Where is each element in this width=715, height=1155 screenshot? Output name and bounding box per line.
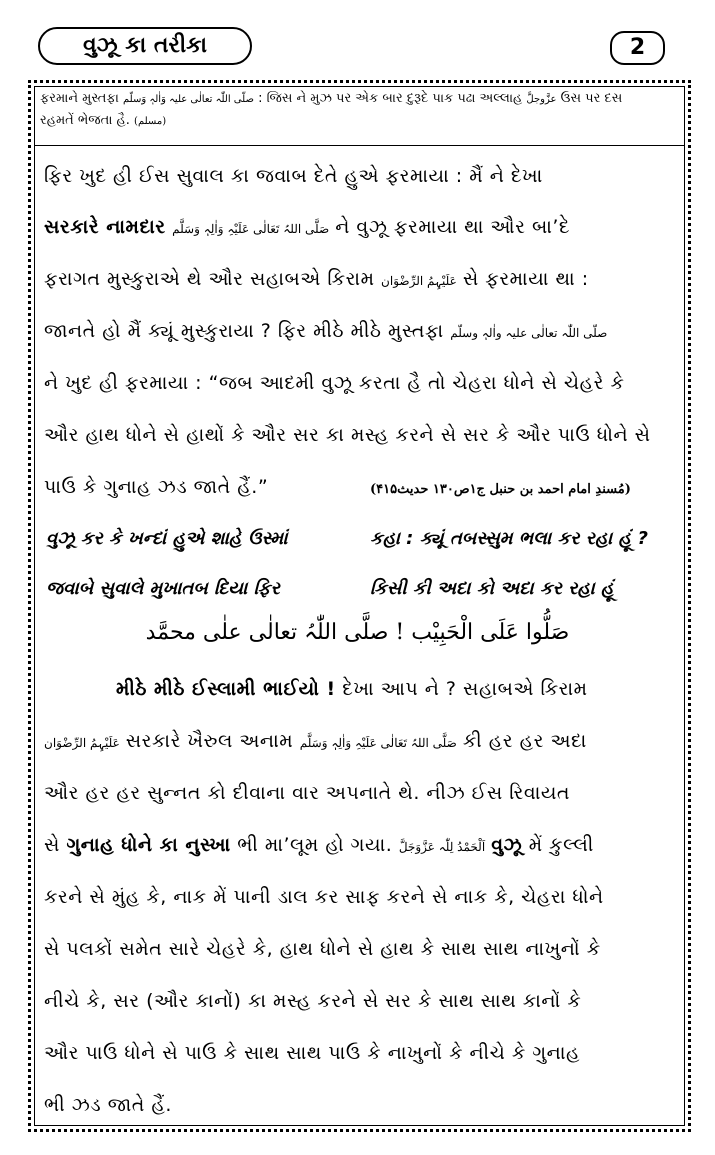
hadith-farmane: ફરમાને મુસ્તફા [40, 91, 119, 106]
body2-line-4-c: મેં કુલ્લી [528, 834, 594, 856]
body2-line-7: નીચે કે, સર (ઔર કાનોં) કા મસ્હ કરને સે સર કે સાથ સાથ કાનોં કે [44, 990, 582, 1012]
body2-line-4-a: સે [44, 834, 60, 856]
page-title: વુઝૂ કા તરીકા [38, 27, 252, 65]
salawat-text: صَلَّی اللہُ تَعَالٰی عَلَیْہِ وَاٰلِہٖ وَسَلَّم [172, 222, 330, 236]
hadith-rahmat: રહમતેં ભેજતા હૈ. [40, 113, 130, 128]
body2-line-9: ભી ઝડ જાતે હૈં. [44, 1094, 172, 1116]
body2-line-1 [116, 678, 715, 700]
body2-line-8: ઔર પાઉ ધોને સે પાઉ કે સાથ સાથ પાઉ કે નાખુનોં કે નીચે કે ગુનાહ [44, 1042, 580, 1064]
body-line-3-a: ફરાગત મુસ્કુરાએ થે ઔર સહાબએ કિરામ [44, 268, 375, 290]
sarkare-khairul-anam: સરકારે ખૈરુલ અનામ [125, 730, 294, 752]
islami-bhaiyo: મીઠે મીઠે ઈસ્લામી ભાઈયો ! [116, 678, 336, 700]
wuzu-bold: વુઝૂ [491, 834, 523, 856]
poem-line-2b: કિસી કી અદા કો અદા કર રહા હૂં [370, 578, 614, 599]
hadith-box [34, 86, 685, 146]
hadith-text-end: ઉસ પર દસ [560, 91, 623, 106]
poem-line-1a: વુઝૂ કર કે ખન્દાં હુએ શાહે ઉસ્માં [46, 528, 288, 549]
body2-line-2 [44, 730, 674, 752]
ridwan-text-2: عَلَیْہِمُ الرِّضْوَان [44, 736, 120, 750]
hadith-salawat: صلّی اللّٰہ تعالٰی علیہ وَاٰلہٖ وَسلّم [123, 94, 254, 105]
salawat-text-2: صلّی اللّٰہ تعالٰی علیہ واٰلہٖ وسلّم [450, 326, 608, 340]
body-line-3 [44, 268, 674, 290]
sarkare-namdar: સરકારે નામદાર [44, 216, 166, 238]
ridwan-text: عَلَیْہِمُ الرِّضْوَان [381, 274, 457, 288]
content-frame [34, 86, 685, 1126]
body-line-4-a: જાનતે હો મૈં ક્યૂં મુસ્કુરાયા ? ફિર મીઠે મીઠે મુસ્તફા [44, 320, 444, 342]
body-line-2-rest: ને વુઝૂ ફરમાયા થા ઔર બા’દે [335, 216, 571, 238]
hadith-text: : જિસ ને મુઝ પર એક બાર દુરૂદે પાક પઢા અલ્લાહ [258, 91, 523, 106]
body-line-5: ને ખુદ હી ફરમાયા : “જબ આદમી વુઝૂ કરતા હૈ તો ચેહરા ધોને સે ચેહરે કે [44, 372, 625, 394]
body2-line-6: સે પલકોં સમેત સારે ચેહરે કે, હાથ ધોને સે હાથ કે સાથ સાથ નાખુનોં કે [44, 938, 601, 960]
body2-line-4-b: ભી મા’લૂમ હો ગયા. [237, 834, 393, 856]
body-line-1: ફિર ખુદ હી ઈસ સુવાલ કા જવાબ દેતે હુએ ફરમાયા : મૈં ને દેખા [44, 165, 543, 187]
hadith-reference: (مُسندِ امام احمد بن حنبل ج۱ص۱۳۰ حدیث۴۱۵) [370, 482, 631, 497]
body2-line-2-rest: કી હર હર અદા [462, 730, 587, 752]
hadith-line-1 [40, 88, 679, 110]
body-line-3-b: સે ફરમાયા થા : [462, 268, 589, 290]
hadith-azzawajal: عزَّوجلَّ [526, 94, 557, 105]
body-line-7: પાઉ કે ગુનાહ ઝડ જાતે હૈં.” [44, 476, 269, 498]
body2-line-3: ઔર હર હર સુન્નત કો દીવાના વાર અપનાતે થે. નીઝ ઈસ રિવાયત [44, 782, 571, 804]
salawat-text-3: صَلَّی اللہُ تَعَالٰی عَلَیْہِ وَاٰلِہٖ وَسَلَّم [299, 736, 457, 750]
body2-line-1-rest: દેખા આપ ને ? સહાબએ કિરામ [342, 678, 588, 700]
page-number: 2 [610, 31, 665, 65]
body-line-4 [44, 320, 674, 342]
body2-line-5: કરને સે મુંહ કે, નાક મેં પાની ડાલ કર સાફ કરને સે નાક કે, ચેહરા ધોને [44, 886, 604, 908]
body2-line-4 [44, 834, 674, 856]
poem-line-1b: કહા : ક્યૂં તબસ્સુમ ભલા કર રહા હૂં ? [370, 528, 648, 549]
hadith-line-2 [40, 110, 679, 132]
hadith-source: (مسلم) [134, 116, 167, 127]
body-line-2 [44, 216, 674, 238]
gunah-dhone-ka-nuskha: ગુનાહ ધોને કા નુસ્ખા [66, 834, 231, 856]
poem-line-2a: જવાબે સુવાલે મુખાતબ દિયા ફિર [46, 578, 280, 599]
alhamdulillah-text: اَلْحَمْدُ لِلّٰہ عَزَّوَجَلَّ [398, 840, 486, 854]
salat-line: صَلُّوا عَلَی الْحَبِیْب ! صلَّی اللّٰہُ تعالٰی علٰی محمَّد [145, 620, 570, 645]
body-line-6: ઔર હાથ ધોને સે હાથોં કે ઔર સર કા મસ્હ કરને સે સર કે ઔર પાઉ ધોને સે [44, 424, 651, 446]
